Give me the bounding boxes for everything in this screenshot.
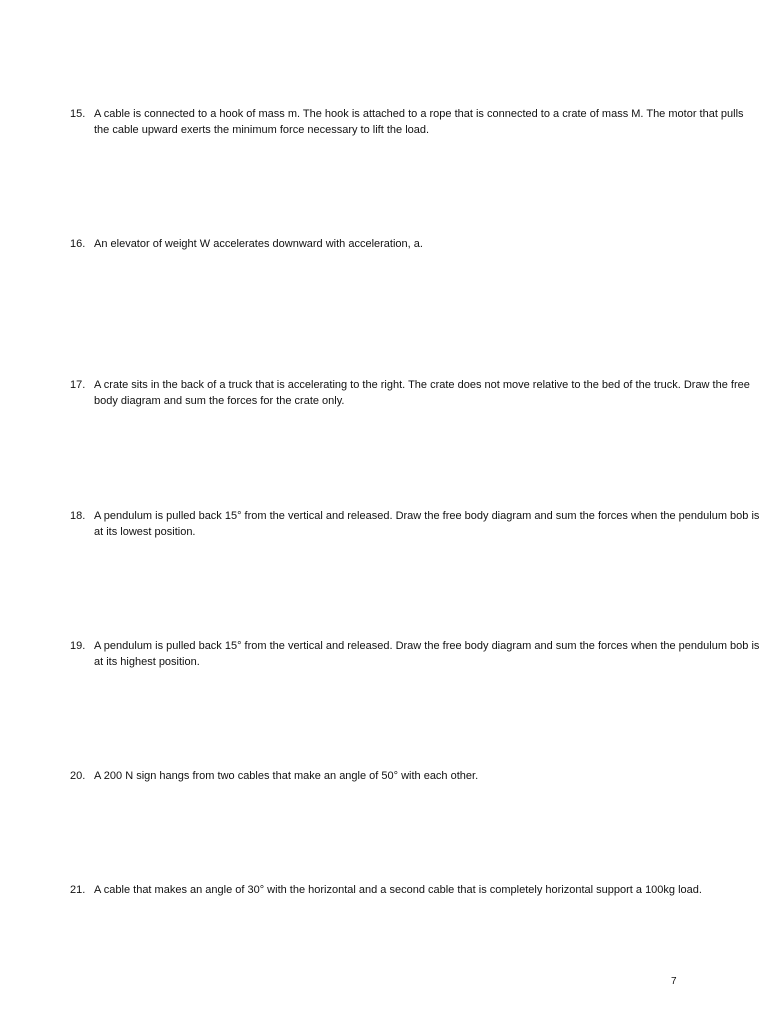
question-number: 18. [70,510,86,522]
question-text: A pendulum is pulled back 15° from the vertical and released. Draw the free body diagram and sum the forces when the pendulum bob is at its highest position. [94,640,760,668]
question-number: 16. [70,238,86,250]
question-18 [70,508,760,540]
question-text: A crate sits in the back of a truck that is accelerating to the right. The crate does not move relative to the bed of the truck. Draw the free body diagram and sum the forces for the crate only. [94,379,750,407]
question-text: A cable that makes an angle of 30° with the horizontal and a second cable that is completely horizontal support a 100kg load. [94,884,702,896]
question-text: A cable is connected to a hook of mass m. The hook is attached to a rope that is connected to a crate of mass M. The motor that pulls the cable upward exerts the minimum force necessary to lift the load. [94,108,744,136]
question-19 [70,638,760,670]
question-text: An elevator of weight W accelerates downward with acceleration, a. [94,238,423,250]
question-number: 15. [70,108,86,120]
question-number: 20. [70,770,86,782]
question-text: A pendulum is pulled back 15° from the vertical and released. Draw the free body diagram and sum the forces when the pendulum bob is at its lowest position. [94,510,760,538]
question-17 [70,377,760,409]
question-15 [70,106,760,138]
page-number: 7 [671,976,677,987]
question-number: 17. [70,379,86,391]
question-text: A 200 N sign hangs from two cables that make an angle of 50° with each other. [94,770,479,782]
question-16 [70,236,760,252]
question-number: 21. [70,884,86,896]
question-number: 19. [70,640,86,652]
question-21 [70,882,760,898]
question-20 [70,768,760,784]
